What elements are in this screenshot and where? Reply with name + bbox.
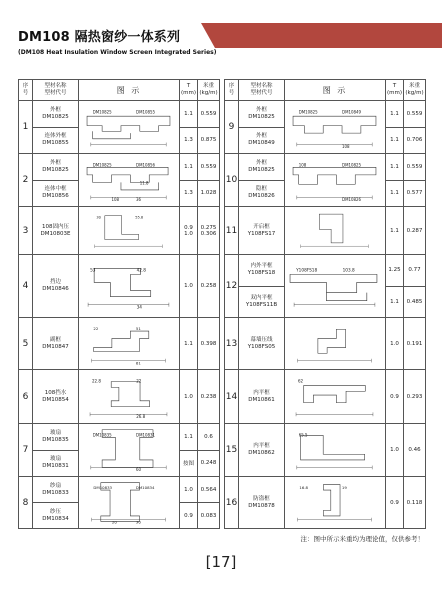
profile-name: 双内平框	[250, 294, 273, 301]
profile-weight: 0.485	[404, 286, 426, 318]
profile-weight: 0.238	[198, 370, 220, 424]
profile-code: DM10846	[42, 286, 69, 292]
profile-name: 玻扇	[49, 456, 61, 463]
row-number: 3	[19, 207, 33, 255]
profile-weight: 0.559	[198, 154, 220, 181]
dimension-label: DM10831	[136, 431, 156, 437]
profile-outline	[323, 484, 340, 515]
profile-model	[239, 477, 285, 529]
table-row	[225, 370, 426, 424]
profile-outline	[93, 331, 148, 351]
page-header	[0, 20, 442, 66]
profile-model	[239, 286, 285, 318]
profile-model	[33, 424, 79, 451]
dimension-label: 51	[135, 325, 141, 331]
row-number: 6	[19, 370, 33, 424]
profile-name: 开启框	[253, 223, 270, 230]
profile-model	[33, 370, 79, 424]
profile-name: 副框	[49, 336, 61, 343]
profile-thickness: 1.0	[386, 424, 404, 477]
profile-thickness: 1.1	[386, 127, 404, 154]
profile-cross-section	[80, 372, 177, 422]
profile-model	[33, 450, 79, 477]
header-weight: 米重 (kg/m)	[404, 80, 426, 101]
profile-weight: 0.77	[404, 255, 426, 287]
header-figure: 图 示	[79, 80, 180, 101]
profile-cross-section	[80, 156, 177, 205]
profile-thickness: 按图	[180, 450, 198, 477]
header-weight: 米重 (kg/m)	[198, 80, 220, 101]
profile-model	[239, 370, 285, 424]
profile-model	[33, 180, 79, 207]
profile-table-left	[18, 79, 220, 529]
profile-code: Y108FS18	[247, 270, 276, 277]
profile-code: DM10847	[42, 343, 69, 350]
profile-drawing	[79, 477, 180, 529]
right-profile-table	[224, 79, 425, 527]
profile-drawing	[285, 424, 386, 477]
table-row	[19, 207, 220, 255]
profile-thickness: 1.1	[180, 154, 198, 181]
profile-code: DM10833	[42, 489, 69, 496]
profile-thickness: 1.1	[386, 101, 404, 128]
profile-name: 隐框	[255, 186, 267, 193]
dimension-label: 42.8	[136, 266, 147, 272]
profile-weight: 0.875	[198, 127, 220, 154]
profile-model	[239, 180, 285, 207]
profile-cross-section	[286, 209, 383, 253]
profile-cross-section	[80, 103, 177, 152]
profile-drawing	[79, 318, 180, 370]
profile-drawing	[79, 207, 180, 255]
profile-drawing	[285, 101, 386, 154]
profile-weight: 0.118	[404, 477, 426, 529]
dimension-label: 61	[135, 359, 141, 365]
profile-cross-section	[286, 372, 383, 422]
dimension-label: 16.8	[299, 484, 309, 490]
profile-cross-section	[286, 426, 383, 475]
profile-cross-section	[80, 320, 177, 368]
dimension-label: DM10826	[342, 196, 362, 202]
profile-code: DM10835	[42, 436, 69, 443]
dimension-label: 55.8	[135, 214, 144, 219]
profile-outline	[111, 381, 149, 406]
profile-drawing	[285, 318, 386, 370]
dimension-label: 60	[136, 466, 142, 472]
profile-thickness: 0.9	[180, 503, 198, 529]
profile-thickness: 1.25	[386, 255, 404, 287]
dimension-label: 22.8	[91, 378, 101, 384]
footnote: 注：图中所示米重均为理论值，仅供参考！	[300, 535, 424, 543]
profile-weight: 0.46	[404, 424, 426, 477]
profile-name: 内平框	[253, 443, 270, 449]
profile-name: 防盗框	[253, 495, 270, 502]
profile-name: 外框	[49, 106, 61, 113]
dimension-label: 26.8	[136, 413, 146, 419]
table-row	[19, 477, 220, 503]
profile-cross-section	[80, 426, 177, 475]
profile-name: 纱扇	[49, 482, 61, 489]
profile-thickness: 0.9	[386, 370, 404, 424]
profile-outline	[293, 116, 376, 133]
profile-outline	[105, 215, 139, 239]
profile-drawing	[285, 477, 386, 529]
profile-weight: 0.559	[198, 101, 220, 128]
row-number: 4	[19, 255, 33, 318]
row-number: 10	[225, 154, 239, 207]
profile-thickness: 1.1	[386, 180, 404, 207]
header-seq: 序 号	[225, 80, 239, 101]
header-seq: 序 号	[19, 80, 33, 101]
profile-weight: 0.6	[198, 424, 220, 451]
profile-model	[33, 127, 79, 154]
profile-code: DM10831	[42, 463, 69, 470]
dimension-label: DM10856	[136, 161, 156, 167]
profile-model	[239, 101, 285, 128]
title-accent-band	[215, 23, 442, 48]
row-number: 9	[225, 101, 239, 154]
dimension-label: 30	[96, 214, 101, 219]
table-row	[225, 154, 426, 181]
profile-name: 幕墙压线	[250, 336, 273, 343]
profile-name: 纱压	[49, 508, 61, 515]
profile-cross-section	[80, 479, 177, 527]
profile-name: 连体外框	[44, 133, 67, 140]
table-row	[19, 370, 220, 424]
profile-thickness: 1.0	[386, 318, 404, 370]
profile-code: Y108FS17	[247, 230, 276, 237]
profile-model	[33, 477, 79, 503]
profile-weight: 0.287	[404, 207, 426, 255]
page-number: [17]	[205, 553, 237, 571]
profile-drawing	[285, 154, 386, 207]
profile-table-right	[224, 79, 426, 529]
profile-thickness: 1.1	[180, 318, 198, 370]
profile-name: 外框	[255, 133, 267, 140]
dimension-label: 65.5	[298, 431, 308, 437]
table-row	[225, 207, 426, 255]
row-number: 1	[19, 101, 33, 154]
table-header-row	[19, 80, 220, 101]
title-bar	[0, 20, 442, 48]
profile-weight: 0.293	[404, 370, 426, 424]
profile-outline	[293, 167, 376, 184]
dimension-label: 103.8	[342, 266, 355, 272]
profile-drawing	[285, 370, 386, 424]
profile-code: DM10803E	[40, 230, 71, 237]
profile-thickness: 1.3	[180, 180, 198, 207]
profile-thickness: 1.0	[180, 477, 198, 503]
profile-thickness: 1.1	[386, 286, 404, 318]
header-model: 型材名称 型材代号	[33, 80, 79, 101]
profile-cross-section	[80, 209, 177, 253]
profile-weight: 0.564	[198, 477, 220, 503]
row-number: 16	[225, 477, 239, 529]
profile-outline	[318, 329, 346, 353]
profile-model	[33, 207, 79, 255]
dimension-label: Y108FS18	[296, 266, 318, 272]
profile-thickness: 1.3	[180, 127, 198, 154]
profile-drawing	[79, 255, 180, 318]
table-row	[19, 424, 220, 451]
page-subtitle: (DM108 Heat Insulation Window Screen Integrated Series)	[18, 49, 217, 56]
dimension-label: 108	[298, 161, 307, 167]
row-number: 13	[225, 318, 239, 370]
profile-cross-section	[286, 320, 383, 368]
row-number: 2	[19, 154, 33, 207]
profile-model	[33, 255, 79, 318]
profile-outline	[304, 385, 366, 402]
profile-cross-section	[286, 479, 383, 527]
profile-weight: 0.706	[404, 127, 426, 154]
profile-name: 内外平框	[250, 263, 273, 270]
profile-thickness: 0.9 1.0	[180, 207, 198, 255]
table-row	[225, 101, 426, 128]
profile-thickness: 1.1	[386, 207, 404, 255]
profile-model	[239, 154, 285, 181]
profile-cross-section	[286, 103, 383, 152]
table-row	[225, 318, 426, 370]
profile-tables	[18, 79, 425, 527]
profile-model	[33, 318, 79, 370]
table-row	[19, 318, 220, 370]
page-title: DM108 隔热窗纱一体系列	[18, 30, 181, 45]
dimension-label: DM10849	[342, 108, 362, 114]
profile-name: 外框	[255, 106, 267, 113]
profile-model	[33, 101, 79, 128]
header-thickness: T (mm)	[180, 80, 198, 101]
dimension-label: DM10825	[342, 161, 362, 167]
profile-model	[239, 207, 285, 255]
profile-thickness: 1.1	[180, 101, 198, 128]
profile-thickness: 1.0	[180, 255, 198, 318]
profile-thickness: 1.1	[180, 424, 198, 451]
dimension-label: 11.8	[139, 179, 149, 185]
profile-outline	[319, 214, 343, 243]
dimension-label: 108	[111, 196, 120, 202]
profile-model	[33, 503, 79, 529]
profile-code: DM10861	[248, 396, 275, 403]
dimension-label: 108	[342, 143, 350, 149]
profile-weight: 0.398	[198, 318, 220, 370]
dimension-label: 30	[135, 518, 141, 524]
profile-name: 内平框	[253, 389, 270, 396]
profile-code: DM10854	[42, 396, 69, 403]
table-row	[19, 101, 220, 128]
row-number: 15	[225, 424, 239, 477]
profile-code: Y108FS05	[247, 343, 276, 350]
dimension-label: DM10833	[93, 484, 113, 490]
profile-thickness: 1.0	[180, 370, 198, 424]
profile-code: DM10849	[248, 140, 275, 147]
profile-weight: 0.559	[404, 101, 426, 128]
profile-weight: 0.248	[198, 450, 220, 477]
dimension-label: DM10834	[135, 484, 155, 490]
table-header-row	[225, 80, 426, 101]
dimension-label: 36	[136, 196, 142, 202]
header-thickness: T (mm)	[386, 80, 404, 101]
dimension-label: 53	[90, 266, 96, 272]
profile-code: DM10825	[42, 166, 69, 173]
profile-weight: 0.577	[404, 180, 426, 207]
profile-code: DM10862	[248, 450, 275, 456]
dimension-label: DM10825	[298, 108, 318, 114]
profile-outline	[301, 435, 365, 460]
row-number: 14	[225, 370, 239, 424]
profile-code: Y108FS11B	[245, 301, 278, 308]
profile-drawing	[79, 101, 180, 154]
row-number: 12	[225, 255, 239, 318]
table-row	[225, 255, 426, 287]
profile-drawing	[79, 154, 180, 207]
dimension-label: 19	[341, 484, 347, 490]
profile-name: 108挡水	[44, 389, 67, 396]
table-row	[19, 154, 220, 181]
dimension-label: 34	[136, 304, 142, 310]
profile-code: DM10834	[42, 515, 69, 522]
dimension-label: DM10835	[92, 431, 112, 437]
dimension-label: DM10825	[92, 161, 112, 167]
profile-model	[239, 127, 285, 154]
profile-cross-section	[286, 156, 383, 205]
row-number: 5	[19, 318, 33, 370]
profile-code: DM10855	[42, 140, 69, 147]
profile-cross-section	[286, 257, 383, 316]
profile-model	[33, 154, 79, 181]
header-figure: 图 示	[285, 80, 386, 101]
profile-name: 108固内压	[42, 223, 69, 230]
profile-drawing	[79, 370, 180, 424]
row-number: 11	[225, 207, 239, 255]
profile-weight: 0.275 0.306	[198, 207, 220, 255]
header-model: 型材名称 型材代号	[239, 80, 285, 101]
profile-drawing	[79, 424, 180, 477]
row-number: 8	[19, 477, 33, 529]
profile-name: 外框	[255, 159, 267, 166]
profile-outline	[290, 274, 377, 300]
profile-weight: 0.191	[404, 318, 426, 370]
dimension-label: DM10855	[136, 108, 156, 114]
profile-name: 外框	[49, 159, 61, 166]
profile-outline	[87, 116, 170, 139]
profile-weight: 0.083	[198, 503, 220, 529]
table-row	[19, 255, 220, 318]
profile-code: DM10825	[42, 113, 69, 120]
profile-outline	[87, 167, 168, 190]
left-profile-table	[18, 79, 219, 527]
profile-weight: 1.028	[198, 180, 220, 207]
profile-code: DM10825	[248, 166, 275, 173]
profile-drawing	[285, 207, 386, 255]
table-row	[225, 477, 426, 529]
dimension-label: DM10825	[92, 108, 112, 114]
row-number: 7	[19, 424, 33, 477]
profile-outline	[94, 268, 151, 296]
dimension-label: 62	[297, 378, 304, 384]
profile-cross-section	[80, 257, 177, 316]
dimension-label: 22	[93, 325, 99, 331]
dimension-label: 20	[111, 518, 117, 524]
profile-weight: 0.559	[404, 154, 426, 181]
table-row	[225, 424, 426, 477]
profile-weight: 0.258	[198, 255, 220, 318]
profile-model	[239, 424, 285, 477]
profile-thickness: 1.1	[386, 154, 404, 181]
profile-model	[239, 318, 285, 370]
profile-code: DM10856	[42, 193, 69, 200]
profile-thickness: 0.9	[386, 477, 404, 529]
profile-name: 连体中框	[44, 186, 67, 193]
profile-name: 玻扇	[49, 429, 61, 436]
profile-code: DM10825	[248, 113, 275, 120]
profile-name: 挡边	[49, 279, 61, 285]
profile-model	[239, 255, 285, 287]
dimension-label: 22	[136, 378, 142, 384]
profile-code: DM10826	[248, 193, 275, 200]
profile-drawing	[285, 255, 386, 318]
profile-code: DM10878	[248, 502, 275, 509]
